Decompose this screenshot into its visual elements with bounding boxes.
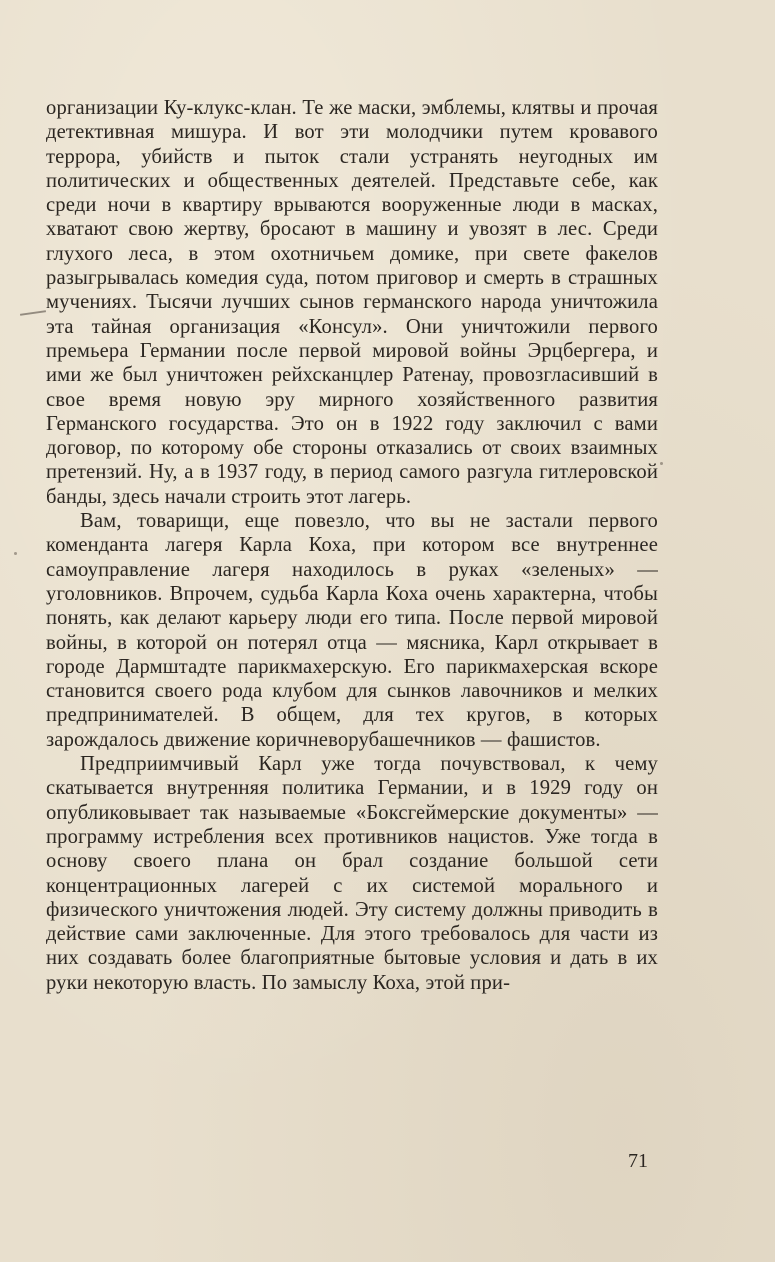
paragraph: Предприимчивый Карл уже тогда почувствовал, к чему скатывается внутренняя политика Германии, и в 1929 году он опубликовывает так называемые «Боксгеймерские документы» — программу истребления всех противников нацистов. Уже тогда в основу своего плана он брал создание большой сети концентрационных лагерей с их системой морального и физического уничтожения людей. Эту систему должны приводить в действие сами заключенные. Для этого требовалось для части из них создавать более благоприятные бытовые условия и дать в их руки некоторую власть. По замыслу Коха, этой при- [46, 753, 658, 994]
paragraph: Вам, товарищи, еще повезло, что вы не застали первого коменданта лагеря Карла Коха, при котором все внутреннее самоуправление лагеря находилось в руках «зеленых» — уголовников. Впрочем, судьба Карла Коха очень характерна, чтобы понять, как делают карьеру люди его типа. После первой мировой войны, в которой он потерял отца — мясника, Карл открывает в городе Дармштадте парикмахерскую. Его парикмахерская вскоре становится своего рода клубом для сынков лавочников и мелких предпринимателей. В общем, для тех кругов, в которых зарождалось движение коричневорубашечников — фашистов. [46, 510, 658, 751]
paragraph: организации Ку-клукс-клан. Те же маски, эмблемы, клятвы и прочая детективная мишура. И вот эти молодчики путем кровавого террора, убийств и пыток стали устранять неугодных им политических и общественных деятелей. Представьте себе, как среди ночи в квартиру врываются вооруженные люди в масках, хватают свою жертву, бросают в машину и увозят в лес. Среди глухого леса, в этом охотничьем домике, при свете факелов разыгрывалась комедия суда, потом приговор и смерть в страшных мучениях. Тысячи лучших сынов германского народа уничтожила эта тайная организация «Консул». Они уничтожили первого премьера Германии после первой мировой войны Эрцбергера, и ими же был уничтожен рейхсканцлер Ратенау, провозгласивший в свое время новую эру мирного хозяйственного развития Германского государства. Это он в 1922 году заключил с вами договор, по которому обе стороны отказались от своих взаимных претензий. Ну, а в 1937 году, в период самого разгула гитлеровской банды, здесь начали строить этот лагерь. [46, 97, 658, 508]
body-text [46, 96, 658, 995]
paper-speck [660, 462, 663, 465]
paper-speck [14, 552, 17, 555]
pencil-margin-mark [20, 310, 46, 316]
page-number: 71 [628, 1150, 648, 1172]
